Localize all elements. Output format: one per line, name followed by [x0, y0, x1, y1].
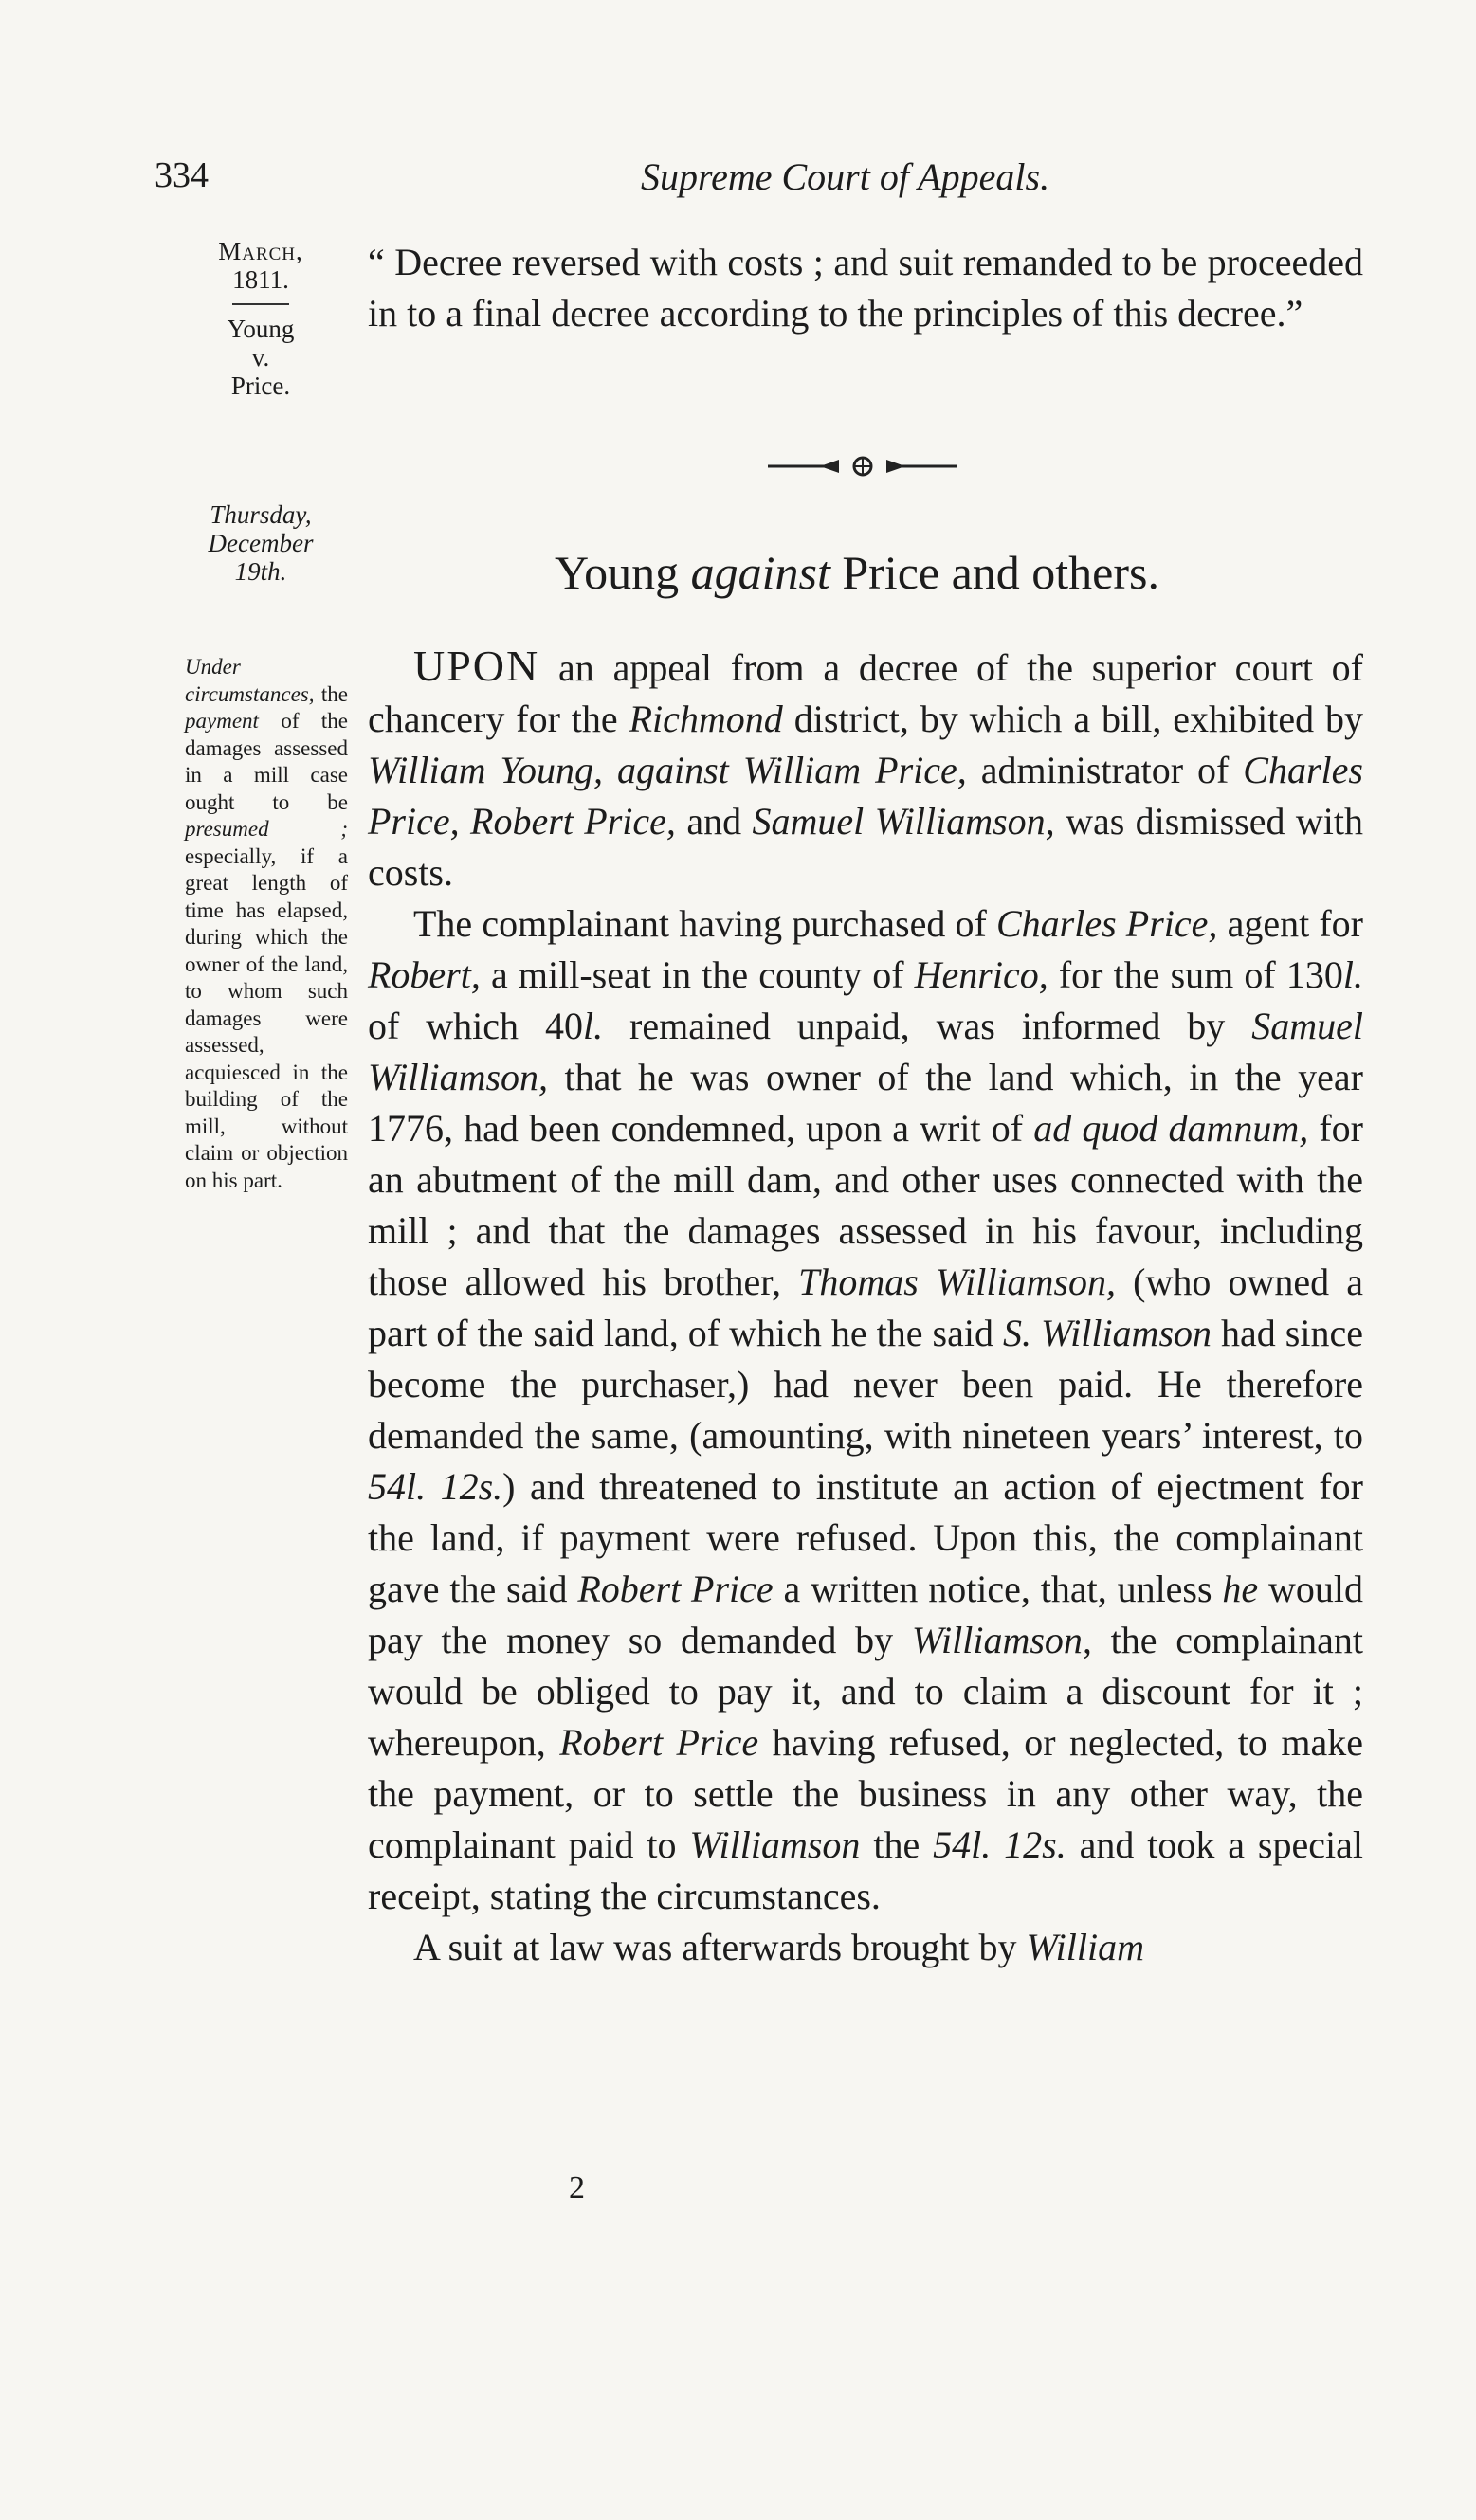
p1-text-d: and [675, 800, 753, 843]
p2-e: of which 40 [368, 1005, 583, 1047]
body-text [368, 641, 1363, 1973]
note-text-1: the [314, 681, 348, 706]
p2-cp: Charles Price, [995, 902, 1218, 945]
case-title-part1: Young [555, 546, 691, 599]
p2-b: agent for [1217, 902, 1363, 945]
running-head: Supreme Court of Appeals. [641, 155, 1050, 198]
p2-amt2: 54l. 12s. [933, 1823, 1066, 1866]
p2-w2: Williamson [689, 1823, 861, 1866]
note-lead: Under circumstances, [185, 655, 315, 706]
p2-amt: 54l. 12s. [368, 1465, 503, 1508]
p2-sw: Samuel Williamson, [368, 1005, 1363, 1098]
p2-sw2: S. Williamson [1002, 1312, 1212, 1354]
p2-h: for an abutment of the mill dam, and other uses connected with the mill ; and that the damages assessed in his favour, including those allowed his brother, [368, 1107, 1364, 1303]
p2-d: for the sum of 130 [1048, 953, 1343, 996]
p2-g: that he was owner of the land which, in the year 1776, had been condemned, upon a writ of [368, 1056, 1363, 1150]
paragraph-2 [368, 898, 1363, 1922]
p2-rp: Robert Price [577, 1568, 774, 1610]
note-presumed: presumed ; [185, 817, 348, 841]
margin-date: 19th. [234, 557, 287, 586]
p2-p: the [860, 1823, 934, 1866]
note-payment: payment [185, 709, 259, 733]
margin-rule [232, 303, 289, 305]
p1-williamson: Samuel Williamson, [752, 800, 1055, 843]
p1-parties: William Young, against William Price, [368, 749, 967, 791]
margin-month-name: December [208, 529, 314, 557]
p2-tw: Thomas Williamson, [798, 1260, 1117, 1303]
p3-w: William [1026, 1926, 1144, 1968]
p1-text-b: district, by which a bill, exhibited by [782, 698, 1364, 740]
margin-year: 1811. [232, 265, 289, 294]
p3-a: A suit at law was afterwards brought by [413, 1926, 1027, 1968]
case-title [555, 545, 1159, 600]
p2-w: Williamson, [911, 1619, 1092, 1661]
margin-date-block [180, 237, 341, 400]
margin-case-1: Young [227, 315, 295, 343]
ornament-divider [768, 455, 957, 478]
margin-day-block [180, 500, 341, 586]
p2-q: and took a special receipt, stating the circumstances. [368, 1823, 1363, 1917]
p1-text-a: an appeal from a decree of the superior court of chancery for the [368, 646, 1363, 740]
margin-day: Thursday, [210, 500, 312, 529]
case-title-against: against [690, 546, 830, 599]
decree-quote: “ Decree reversed with costs ; and suit remanded to be proceeded in to a final decree according to the principles of this decree.” [368, 241, 1363, 335]
p1-text-e: was dismissed with costs. [368, 800, 1363, 894]
p2-n: the complainant would be obliged to pay it, and to claim a discount for it ; whereupon, [368, 1619, 1363, 1764]
case-title-part2: Price and others. [829, 546, 1159, 599]
margin-month: March, [218, 237, 303, 265]
p2-rp2: Robert Price [559, 1721, 759, 1764]
p2-o: having refused, or neglected, to make the payment, or to settle the business in any other way, the complainant paid to [368, 1721, 1363, 1866]
paragraph-1 [368, 641, 1363, 898]
paragraph-3 [368, 1922, 1363, 1973]
margin-case-v: v. [251, 343, 270, 372]
page-number: 334 [155, 155, 209, 195]
p2-l1: l. [1342, 953, 1363, 996]
p2-robert: Robert, [368, 953, 481, 996]
note-text-2: of the damages assessed in a mill case ought to be [185, 709, 348, 814]
p1-text-c: administrator of [966, 749, 1244, 791]
p2-l2: l. [582, 1005, 604, 1047]
p2-f: remained unpaid, was informed by [603, 1005, 1252, 1047]
p2-j: had since become the purchaser,) had never been paid. He therefore demanded the same, (amounting, with nineteen years’ interest, to [368, 1312, 1363, 1457]
note-text-3: especially, if a great length of time has elapsed, during which the owner of the land, to whom such damages were assessed, acquiesced in the building of the mill, without claim or objection on his part. [185, 843, 348, 1192]
p2-henrico: Henrico, [914, 953, 1048, 996]
signature-mark: 2 [569, 2170, 585, 2205]
marginal-note [185, 654, 348, 1194]
paragraph-1-opening: UPON [413, 642, 540, 690]
p2-c: a mill-seat in the county of [480, 953, 915, 996]
p2-aqd: ad quod damnum, [1033, 1107, 1309, 1150]
p2-he: he [1222, 1568, 1259, 1610]
p2-k: ) and threatened to institute an action of ejectment for the land, if payment were refused. Upon this, the complainant gave the said [368, 1465, 1363, 1610]
p2-i: (who owned a part of the said land, of which he the said [368, 1260, 1364, 1354]
margin-case-2: Price. [230, 372, 291, 400]
p1-names: Charles Price, Robert Price, [368, 749, 1363, 843]
p1-richmond: Richmond [629, 698, 783, 740]
p2-m: would pay the money so demanded by [368, 1568, 1364, 1661]
p2-l: a written notice, that, unless [773, 1568, 1223, 1610]
p2-a: The complainant having purchased of [413, 902, 996, 945]
